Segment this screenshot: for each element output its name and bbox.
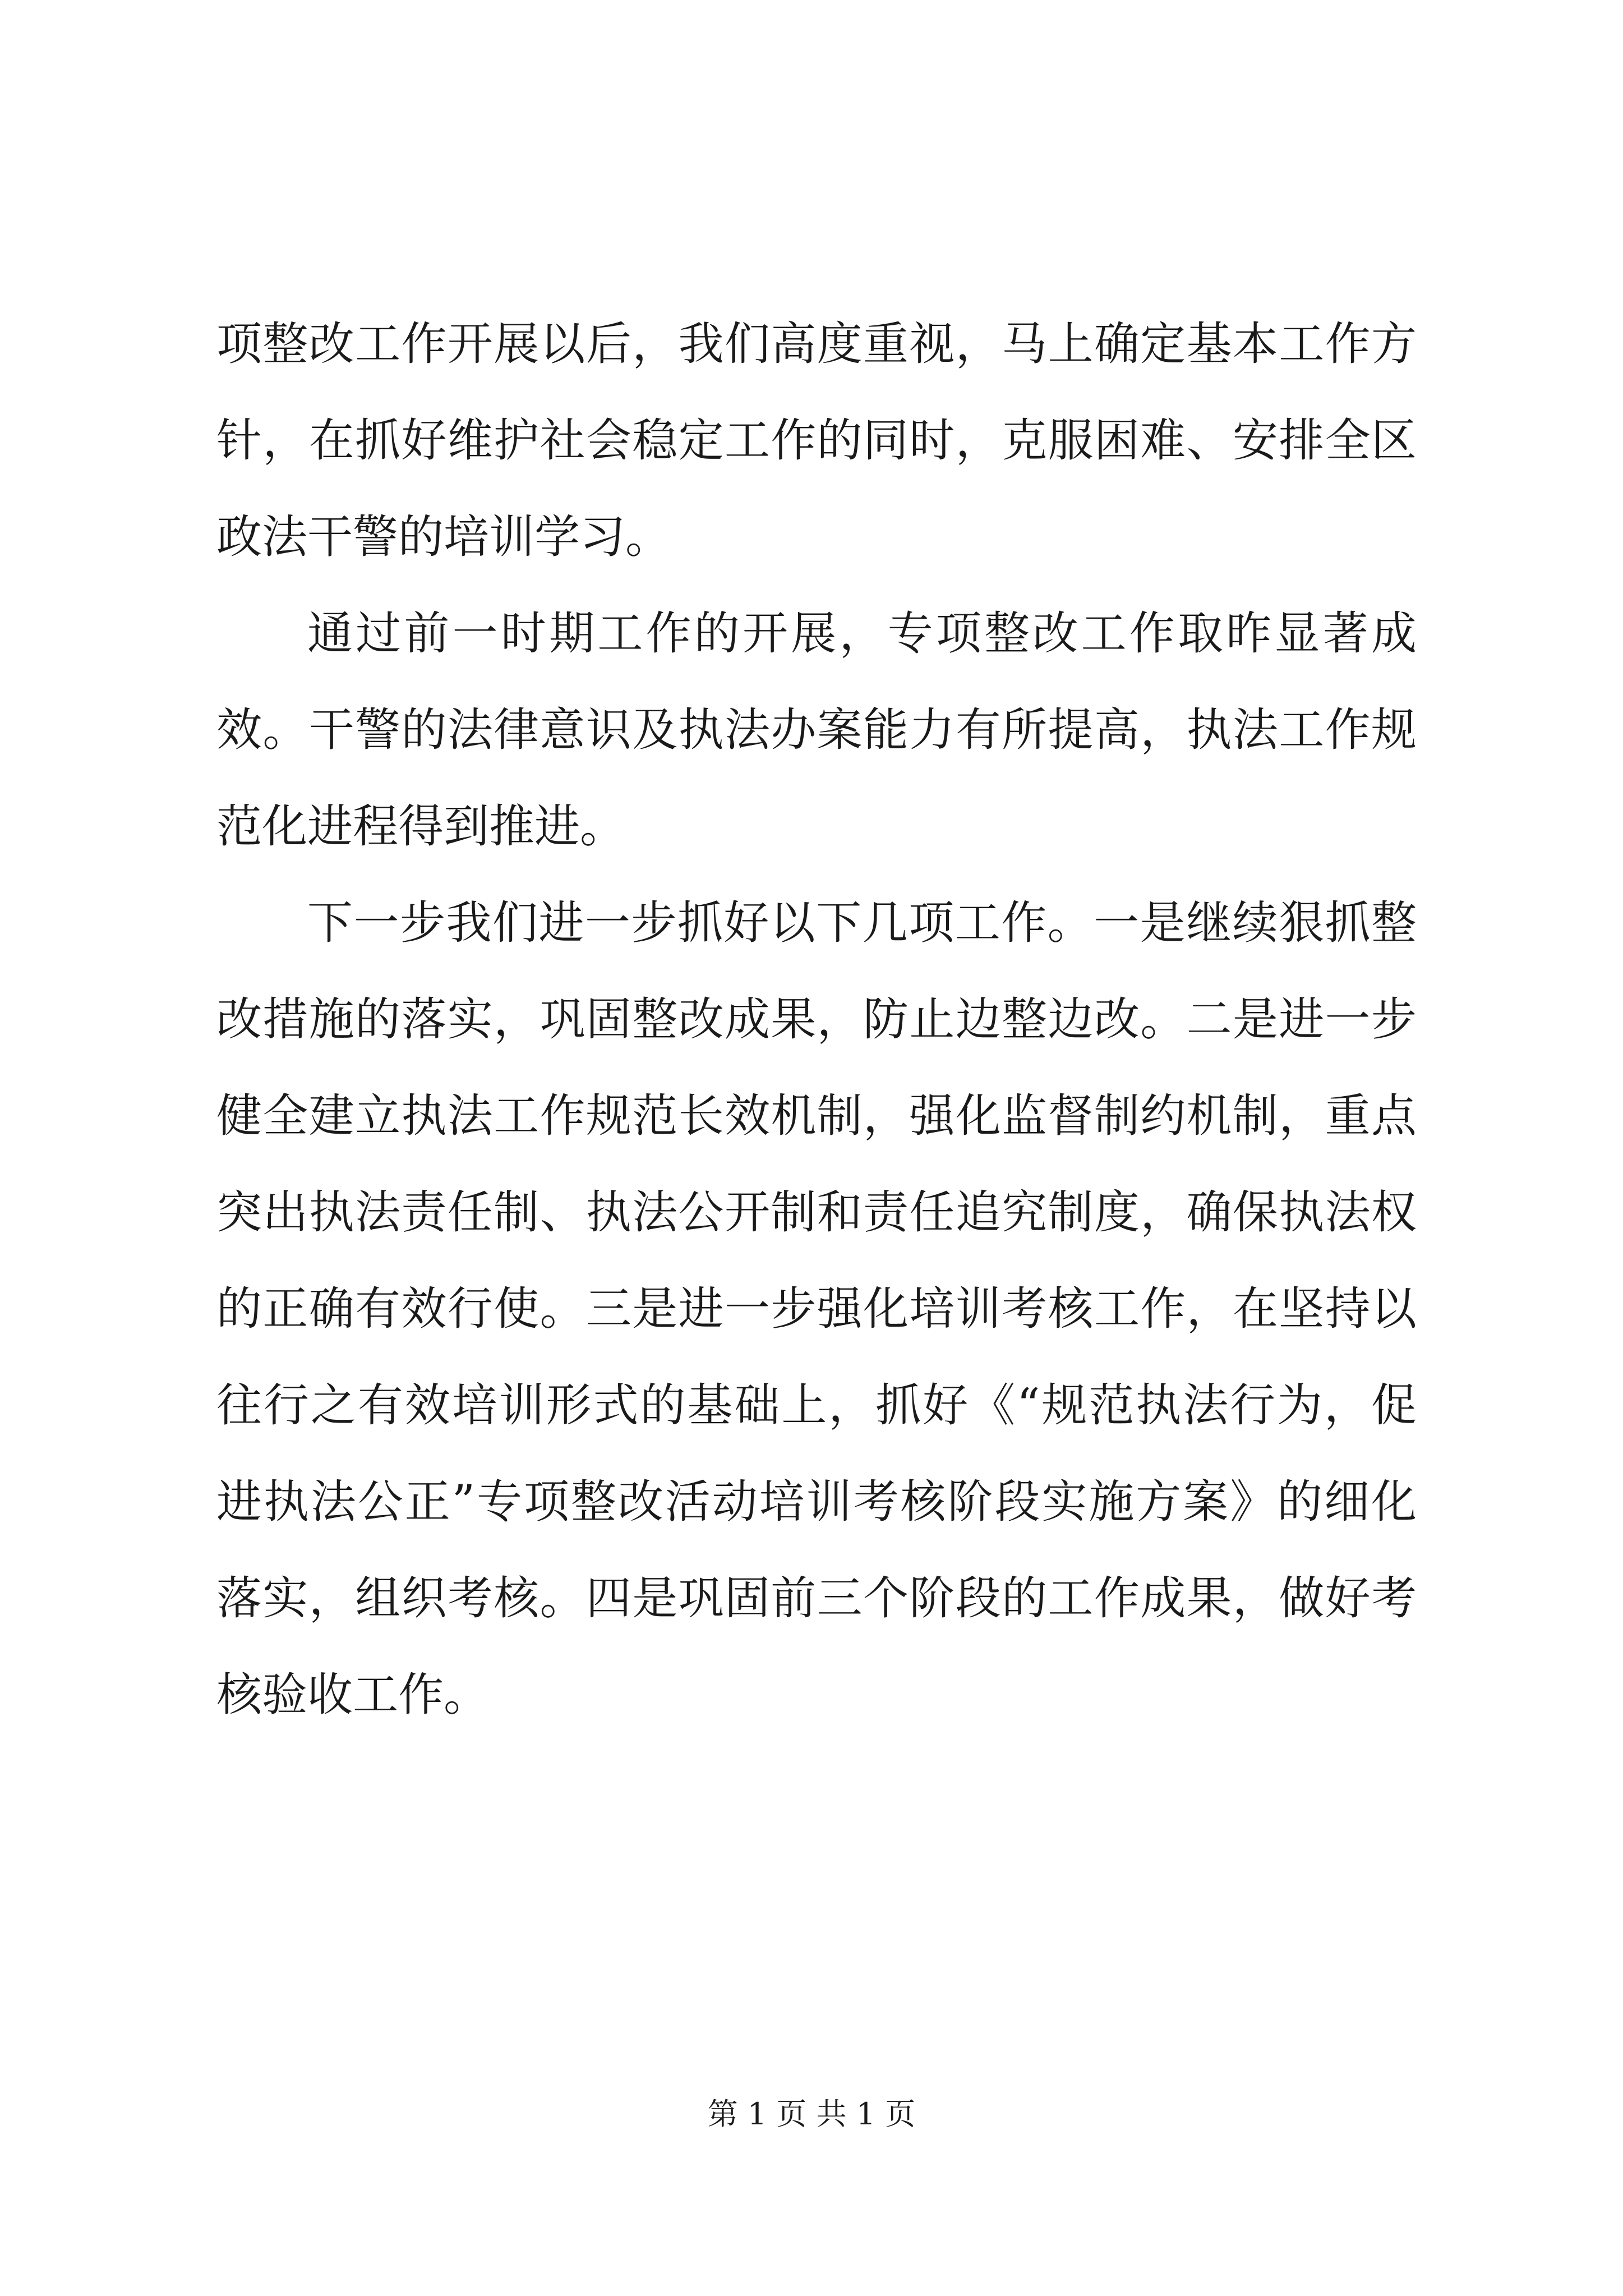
document-body (216, 296, 1417, 1743)
paragraph-continuation: 项整改工作开展以后，我们高度重视，马上确定基本工作方针，在抓好维护社会稳定工作的同时，克服困难、安排全区政法干警的培训学习。 (216, 318, 1417, 564)
page-footer: 第 1 页 共 1 页 (707, 2096, 916, 2132)
paragraph-next-steps: 下一步我们进一步抓好以下几项工作。一是继续狠抓整改措施的落实，巩固整改成果，防止边整边改。二是进一步健全建立执法工作规范长效机制，强化监督制约机制，重点突出执法责任制、执法公开制和责任追究制度，确保执法权的正确有效行使。三是进一步强化培训考核工作，在坚持以往行之有效培训形式的基础上，抓好《“规范执法行为，促进执法公正”专项整改活动培训考核阶段实施方案》的细化落实，组织考核。四是巩固前三个阶段的工作成果，做好考核验收工作。 (216, 897, 1417, 1722)
paragraph-results: 通过前一时期工作的开展，专项整改工作取昨显著成效。干警的法律意识及执法办案能力有所提高，执法工作规范化进程得到推进。 (216, 608, 1417, 853)
